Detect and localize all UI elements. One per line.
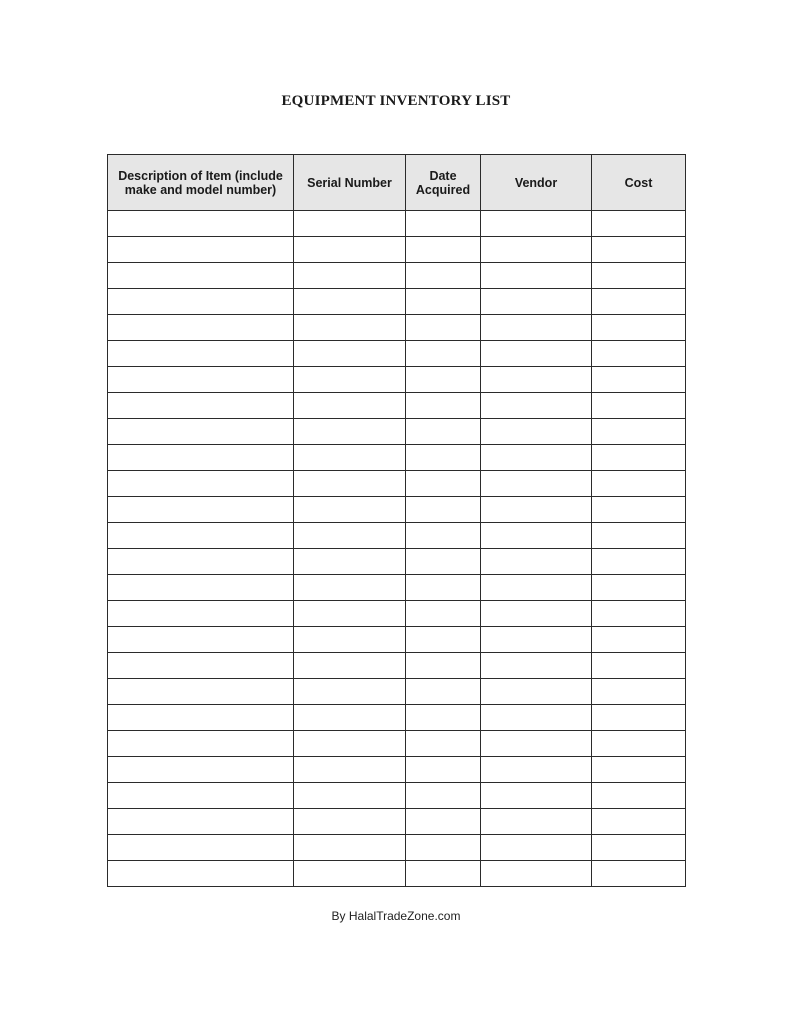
- cell-vendor[interactable]: [481, 601, 592, 627]
- cell-cost[interactable]: [592, 809, 686, 835]
- cell-cost[interactable]: [592, 861, 686, 887]
- cell-cost[interactable]: [592, 367, 686, 393]
- cell-cost[interactable]: [592, 211, 686, 237]
- cell-date-acquired[interactable]: [406, 653, 481, 679]
- column-header-vendor: Vendor: [481, 155, 592, 211]
- cell-date-acquired[interactable]: [406, 627, 481, 653]
- cell-cost[interactable]: [592, 445, 686, 471]
- cell-description[interactable]: [108, 679, 294, 705]
- cell-vendor[interactable]: [481, 731, 592, 757]
- cell-cost[interactable]: [592, 419, 686, 445]
- cell-date-acquired[interactable]: [406, 393, 481, 419]
- table-row: [108, 861, 686, 887]
- cell-date-acquired[interactable]: [406, 809, 481, 835]
- cell-vendor[interactable]: [481, 679, 592, 705]
- cell-vendor[interactable]: [481, 861, 592, 887]
- cell-vendor[interactable]: [481, 523, 592, 549]
- cell-vendor[interactable]: [481, 575, 592, 601]
- cell-serial-number[interactable]: [294, 341, 406, 367]
- cell-cost[interactable]: [592, 705, 686, 731]
- cell-serial-number[interactable]: [294, 419, 406, 445]
- cell-vendor[interactable]: [481, 835, 592, 861]
- cell-cost[interactable]: [592, 783, 686, 809]
- cell-serial-number[interactable]: [294, 653, 406, 679]
- table-row: [108, 237, 686, 263]
- table-row: [108, 549, 686, 575]
- cell-date-acquired[interactable]: [406, 731, 481, 757]
- cell-serial-number[interactable]: [294, 627, 406, 653]
- cell-date-acquired[interactable]: [406, 601, 481, 627]
- cell-serial-number[interactable]: [294, 367, 406, 393]
- cell-description[interactable]: [108, 523, 294, 549]
- table-row: [108, 575, 686, 601]
- cell-date-acquired[interactable]: [406, 289, 481, 315]
- cell-serial-number[interactable]: [294, 315, 406, 341]
- cell-vendor[interactable]: [481, 315, 592, 341]
- cell-date-acquired[interactable]: [406, 211, 481, 237]
- cell-description[interactable]: [108, 835, 294, 861]
- cell-date-acquired[interactable]: [406, 497, 481, 523]
- cell-vendor[interactable]: [481, 809, 592, 835]
- cell-description[interactable]: [108, 445, 294, 471]
- cell-vendor[interactable]: [481, 237, 592, 263]
- cell-serial-number[interactable]: [294, 237, 406, 263]
- cell-vendor[interactable]: [481, 627, 592, 653]
- cell-cost[interactable]: [592, 601, 686, 627]
- table-row: [108, 445, 686, 471]
- cell-date-acquired[interactable]: [406, 419, 481, 445]
- cell-vendor[interactable]: [481, 289, 592, 315]
- cell-serial-number[interactable]: [294, 861, 406, 887]
- cell-description[interactable]: [108, 861, 294, 887]
- cell-serial-number[interactable]: [294, 731, 406, 757]
- table-row: [108, 783, 686, 809]
- cell-description[interactable]: [108, 211, 294, 237]
- cell-date-acquired[interactable]: [406, 263, 481, 289]
- cell-cost[interactable]: [592, 627, 686, 653]
- cell-serial-number[interactable]: [294, 757, 406, 783]
- cell-date-acquired[interactable]: [406, 341, 481, 367]
- cell-cost[interactable]: [592, 497, 686, 523]
- cell-date-acquired[interactable]: [406, 757, 481, 783]
- cell-serial-number[interactable]: [294, 835, 406, 861]
- cell-date-acquired[interactable]: [406, 575, 481, 601]
- cell-date-acquired[interactable]: [406, 783, 481, 809]
- cell-date-acquired[interactable]: [406, 679, 481, 705]
- table-row: [108, 341, 686, 367]
- cell-date-acquired[interactable]: [406, 367, 481, 393]
- cell-description[interactable]: [108, 757, 294, 783]
- cell-cost[interactable]: [592, 835, 686, 861]
- cell-vendor[interactable]: [481, 497, 592, 523]
- table-header-row: [108, 155, 686, 211]
- cell-cost[interactable]: [592, 679, 686, 705]
- cell-description[interactable]: [108, 627, 294, 653]
- table-row: [108, 835, 686, 861]
- column-header-serial-number: Serial Number: [294, 155, 406, 211]
- table-row: [108, 705, 686, 731]
- cell-vendor[interactable]: [481, 549, 592, 575]
- cell-serial-number[interactable]: [294, 809, 406, 835]
- column-header-date-acquired: Date Acquired: [406, 155, 481, 211]
- cell-cost[interactable]: [592, 757, 686, 783]
- cell-description[interactable]: [108, 653, 294, 679]
- cell-serial-number[interactable]: [294, 289, 406, 315]
- cell-description[interactable]: [108, 471, 294, 497]
- cell-cost[interactable]: [592, 237, 686, 263]
- table-row: [108, 211, 686, 237]
- cell-serial-number[interactable]: [294, 263, 406, 289]
- cell-description[interactable]: [108, 393, 294, 419]
- cell-date-acquired[interactable]: [406, 315, 481, 341]
- cell-serial-number[interactable]: [294, 601, 406, 627]
- cell-description[interactable]: [108, 731, 294, 757]
- cell-cost[interactable]: [592, 393, 686, 419]
- cell-description[interactable]: [108, 783, 294, 809]
- column-header-cost: Cost: [592, 155, 686, 211]
- cell-description[interactable]: [108, 549, 294, 575]
- cell-vendor[interactable]: [481, 757, 592, 783]
- cell-description[interactable]: [108, 705, 294, 731]
- cell-serial-number[interactable]: [294, 783, 406, 809]
- cell-description[interactable]: [108, 809, 294, 835]
- cell-vendor[interactable]: [481, 367, 592, 393]
- cell-vendor[interactable]: [481, 419, 592, 445]
- table-row: [108, 679, 686, 705]
- cell-description[interactable]: [108, 419, 294, 445]
- table-row: [108, 601, 686, 627]
- cell-vendor[interactable]: [481, 263, 592, 289]
- table-row: [108, 731, 686, 757]
- cell-vendor[interactable]: [481, 783, 592, 809]
- table-row: [108, 757, 686, 783]
- cell-serial-number[interactable]: [294, 471, 406, 497]
- cell-vendor[interactable]: [481, 445, 592, 471]
- cell-serial-number[interactable]: [294, 705, 406, 731]
- cell-description[interactable]: [108, 601, 294, 627]
- cell-serial-number[interactable]: [294, 445, 406, 471]
- cell-serial-number[interactable]: [294, 393, 406, 419]
- table-row: [108, 523, 686, 549]
- cell-description[interactable]: [108, 367, 294, 393]
- table-row: [108, 367, 686, 393]
- cell-cost[interactable]: [592, 653, 686, 679]
- cell-serial-number[interactable]: [294, 523, 406, 549]
- cell-date-acquired[interactable]: [406, 523, 481, 549]
- cell-serial-number[interactable]: [294, 575, 406, 601]
- cell-date-acquired[interactable]: [406, 861, 481, 887]
- cell-date-acquired[interactable]: [406, 835, 481, 861]
- cell-serial-number[interactable]: [294, 497, 406, 523]
- cell-date-acquired[interactable]: [406, 471, 481, 497]
- cell-serial-number[interactable]: [294, 549, 406, 575]
- cell-cost[interactable]: [592, 575, 686, 601]
- footer-credit: By HalalTradeZone.com: [331, 909, 461, 923]
- cell-date-acquired[interactable]: [406, 237, 481, 263]
- cell-vendor[interactable]: [481, 393, 592, 419]
- cell-cost[interactable]: [592, 731, 686, 757]
- cell-description[interactable]: [108, 263, 294, 289]
- table-row: [108, 419, 686, 445]
- cell-cost[interactable]: [592, 549, 686, 575]
- cell-description[interactable]: [108, 237, 294, 263]
- table-row: [108, 471, 686, 497]
- table-row: [108, 263, 686, 289]
- inventory-table: [107, 154, 686, 887]
- cell-vendor[interactable]: [481, 705, 592, 731]
- table-row: [108, 809, 686, 835]
- cell-vendor[interactable]: [481, 471, 592, 497]
- table-row: [108, 393, 686, 419]
- cell-description[interactable]: [108, 341, 294, 367]
- cell-date-acquired[interactable]: [406, 705, 481, 731]
- table-row: [108, 627, 686, 653]
- table-row: [108, 653, 686, 679]
- table-body: [108, 211, 686, 887]
- table-row: [108, 497, 686, 523]
- cell-cost[interactable]: [592, 341, 686, 367]
- cell-description[interactable]: [108, 289, 294, 315]
- cell-cost[interactable]: [592, 289, 686, 315]
- cell-cost[interactable]: [592, 263, 686, 289]
- cell-description[interactable]: [108, 315, 294, 341]
- table-row: [108, 315, 686, 341]
- cell-cost[interactable]: [592, 471, 686, 497]
- cell-date-acquired[interactable]: [406, 445, 481, 471]
- cell-vendor[interactable]: [481, 653, 592, 679]
- cell-cost[interactable]: [592, 523, 686, 549]
- cell-cost[interactable]: [592, 315, 686, 341]
- cell-description[interactable]: [108, 497, 294, 523]
- cell-serial-number[interactable]: [294, 211, 406, 237]
- table-row: [108, 289, 686, 315]
- cell-date-acquired[interactable]: [406, 549, 481, 575]
- page-title: EQUIPMENT INVENTORY LIST: [281, 93, 511, 109]
- cell-description[interactable]: [108, 575, 294, 601]
- cell-serial-number[interactable]: [294, 679, 406, 705]
- cell-vendor[interactable]: [481, 211, 592, 237]
- column-header-description: Description of Item (include make and model number): [108, 155, 294, 211]
- cell-vendor[interactable]: [481, 341, 592, 367]
